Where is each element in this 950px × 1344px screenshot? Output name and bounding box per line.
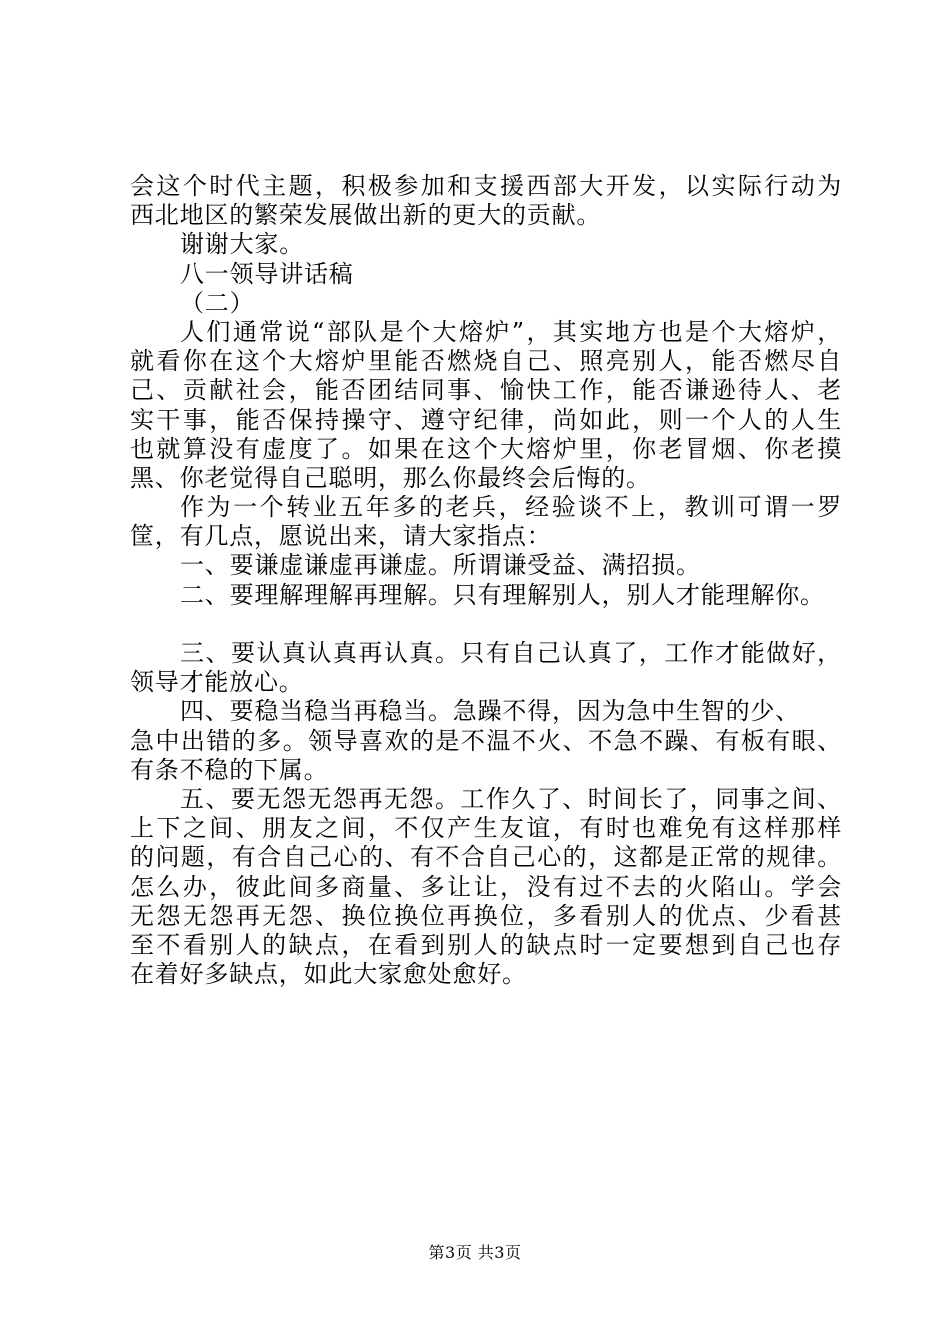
blank-line — [130, 610, 842, 639]
section-subtitle: （二） — [180, 288, 255, 317]
text-line: 上下之间、朋友之间，不仅产生友谊，有时也难免有这样那样 — [130, 814, 842, 843]
document-body — [130, 172, 842, 989]
text-line: 作为一个转业五年多的老兵，经验谈不上，教训可谓一罗 — [180, 493, 842, 522]
text-line: 有条不稳的下属。 — [130, 755, 329, 784]
text-line: 五、要无怨无怨再无怨。工作久了、时间长了，同事之间、 — [180, 784, 842, 813]
text-line: 至不看别人的缺点，在看到别人的缺点时一定要想到自己也存 — [130, 930, 842, 959]
text-line: 的问题，有合自己心的、有不合自己心的，这都是正常的规律。 — [130, 843, 842, 872]
section-title: 八一领导讲话稿 — [180, 259, 354, 288]
text-line: 人们通常说“部队是个大熔炉”，其实地方也是个大熔炉， — [180, 317, 842, 346]
text-line: 领导才能放心。 — [130, 668, 304, 697]
text-line: 也就算没有虚度了。如果在这个大熔炉里，你老冒烟、你老摸 — [130, 434, 842, 463]
text-line: 怎么办，彼此间多商量、多让让，没有过不去的火陷山。学会 — [130, 872, 842, 901]
text-line: 黑、你老觉得自己聪明，那么你最终会后悔的。 — [130, 463, 651, 492]
text-line: 谢谢大家。 — [180, 230, 304, 259]
text-line: 一、要谦虚谦虚再谦虚。所谓谦受益、满招损。 — [180, 551, 701, 580]
text-line: 己、贡献社会，能否团结同事、愉快工作，能否谦逊待人、老 — [130, 376, 842, 405]
text-line: 实干事，能否保持操守、遵守纪律，尚如此，则一个人的人生 — [130, 405, 842, 434]
text-line: 二、要理解理解再理解。只有理解别人，别人才能理解你。 — [180, 580, 825, 609]
text-line: 无怨无怨再无怨、换位换位再换位，多看别人的优点、少看甚 — [130, 901, 842, 930]
page-footer: 第3页 共3页 — [428, 1243, 522, 1262]
text-line: 就看你在这个大熔炉里能否燃烧自己、照亮别人，能否燃尽自 — [130, 347, 842, 376]
text-line: 三、要认真认真再认真。只有自己认真了，工作才能做好， — [180, 639, 842, 667]
text-line: 筐，有几点，愿说出来，请大家指点： — [130, 522, 552, 551]
text-line: 急中出错的多。领导喜欢的是不温不火、不急不躁、有板有眼、 — [130, 726, 842, 755]
text-line: 会这个时代主题，积极参加和支援西部大开发，以实际行动为 — [130, 172, 842, 200]
text-line: 西北地区的繁荣发展做出新的更大的贡献。 — [130, 201, 602, 230]
text-line: 在着好多缺点，如此大家愈处愈好。 — [130, 960, 527, 989]
text-line: 四、要稳当稳当再稳当。急躁不得，因为急中生智的少、 — [180, 697, 800, 726]
